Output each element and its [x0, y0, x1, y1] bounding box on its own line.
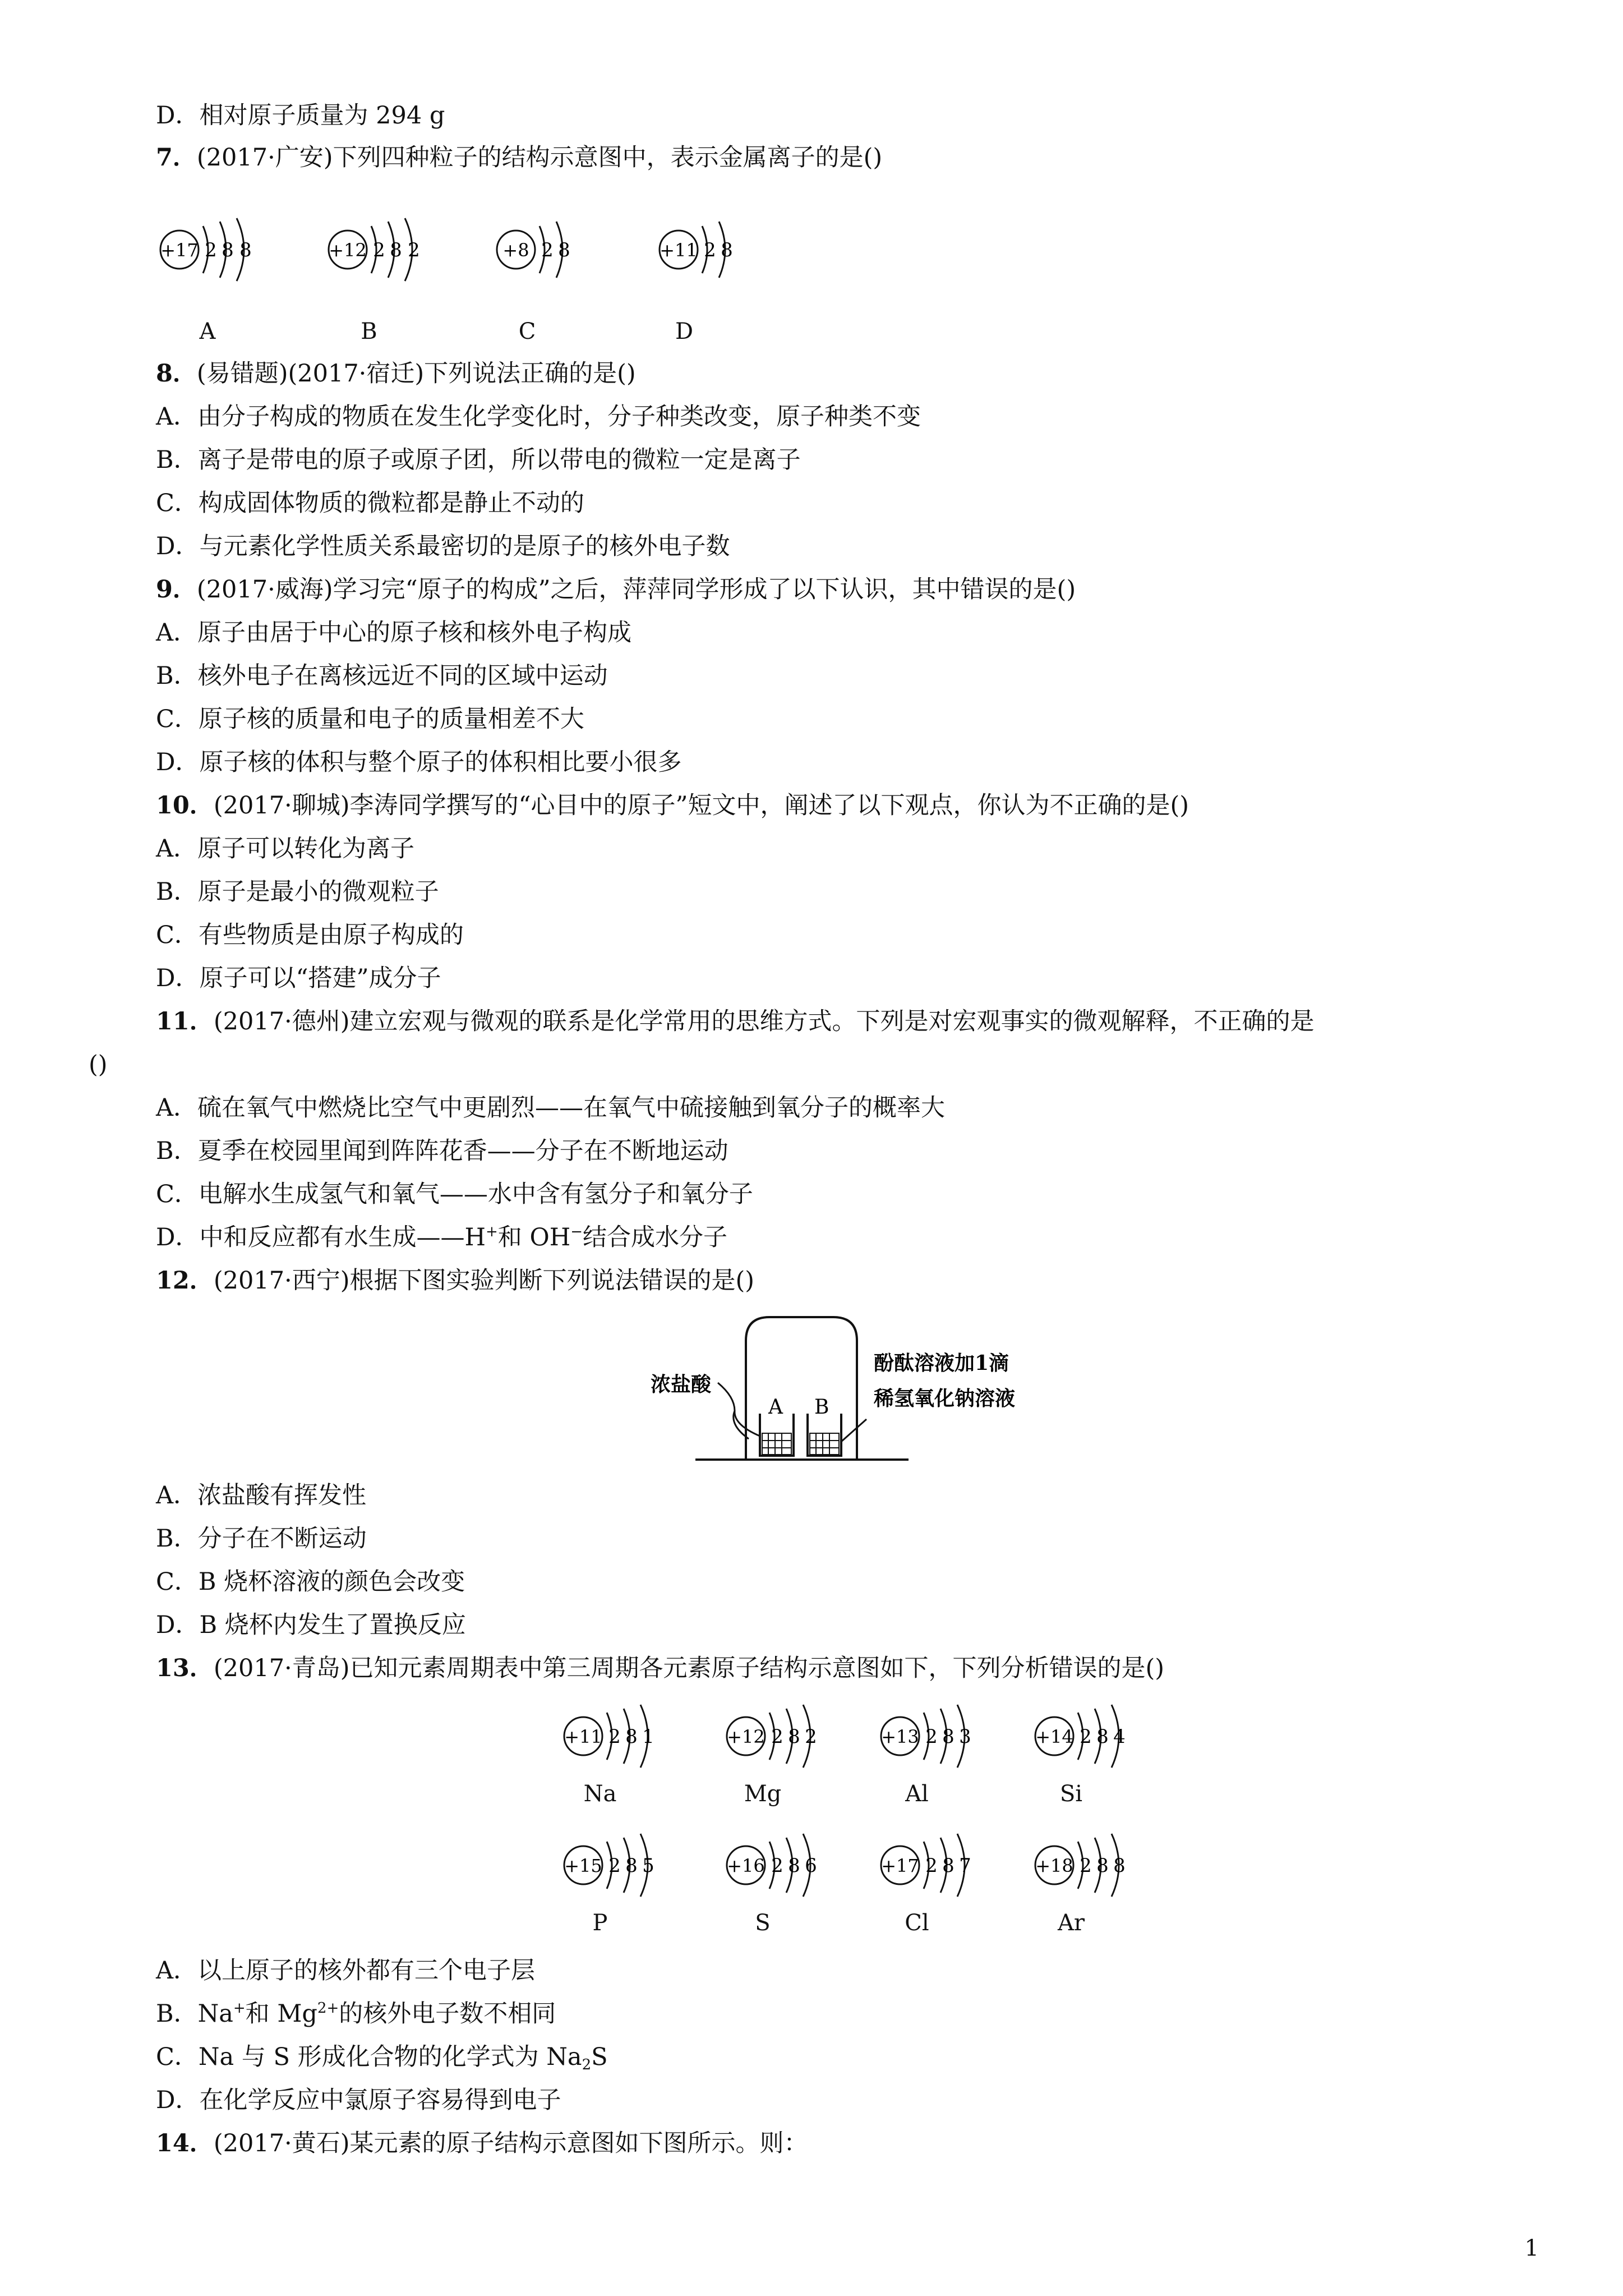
nucleus-charge: +17: [881, 1855, 919, 1876]
experiment-apparatus: [651, 1307, 1043, 1464]
shell-count: 8: [558, 239, 570, 261]
atom-shells-c: [494, 216, 594, 283]
nucleus-charge: +15: [564, 1855, 602, 1876]
element-symbol-label: P: [592, 1910, 608, 1936]
atom-diagram-a: [157, 216, 269, 286]
element-symbol-label: Na: [583, 1781, 617, 1807]
question-number: 7．: [156, 144, 197, 172]
diagram-label-c: C: [518, 319, 536, 344]
shell-count: 8: [625, 1726, 638, 1748]
shell-count: 8: [1113, 1855, 1126, 1877]
atom-shells-a: [157, 216, 269, 283]
atom-diagram-si: [1032, 1703, 1155, 1772]
q13-option-d: D．在化学反应中氯原子容易得到电子: [156, 2086, 561, 2114]
element-symbol-label: Si: [1059, 1781, 1083, 1807]
shell-count: 8: [788, 1855, 800, 1877]
q10-stem: 10．(2017·聊城)李涛同学撰写的“心目中的原子”短文中，阐述了以下观点，你认为不正确的是(): [156, 792, 1189, 820]
shell-count: 8: [222, 239, 234, 261]
shell-count: 8: [239, 239, 252, 261]
nucleus-charge: +13: [881, 1726, 919, 1747]
nucleus-charge: +17: [160, 240, 199, 261]
q8-option-a: A．由分子构成的物质在发生化学变化时，分子种类改变，原子种类不变: [156, 403, 921, 431]
q12-option-b: B．分子在不断运动: [156, 1525, 367, 1553]
question-number: 11．: [156, 1007, 214, 1036]
q6-option-d: D．相对原子质量为 294 g: [156, 102, 445, 130]
hcl-label: 浓盐酸: [651, 1373, 712, 1396]
nucleus-charge: +16: [727, 1855, 765, 1876]
atom-shells-d: [656, 216, 757, 283]
shell-count: 2: [771, 1726, 783, 1748]
shell-count: 8: [625, 1855, 638, 1877]
q12-option-a: A．浓盐酸有挥发性: [156, 1481, 367, 1510]
atom-shells: [723, 1832, 847, 1899]
shell-count: 7: [959, 1855, 971, 1877]
atom-shells: [878, 1832, 1001, 1899]
shell-count: 2: [704, 239, 716, 261]
q10-option-d: D．原子可以“搭建”成分子: [156, 964, 441, 992]
shell-count: 8: [721, 239, 733, 261]
diagram-label-a: A: [199, 319, 216, 344]
beaker-a-label: A: [768, 1396, 783, 1419]
element-symbol-label: Mg: [744, 1781, 782, 1807]
question-number: 9．: [156, 576, 197, 604]
q8-stem: 8．(易错题)(2017·宿迁)下列说法正确的是(): [156, 360, 636, 388]
q8-option-c: C．构成固体物质的微粒都是静止不动的: [156, 489, 584, 517]
shell-count: 2: [1080, 1855, 1092, 1877]
atom-shells: [878, 1703, 1001, 1770]
atom-diagram-na: [561, 1703, 684, 1772]
atom-diagram-b: [325, 216, 437, 286]
diagram-label-d: D: [675, 319, 694, 344]
phenolphthalein-label: 酚酞溶液加1滴: [874, 1351, 1009, 1375]
q10-option-a: A．原子可以转化为离子: [156, 835, 415, 863]
shell-count: 5: [642, 1855, 654, 1877]
shell-count: 2: [1080, 1726, 1092, 1748]
q12-option-c: C．B 烧杯溶液的颜色会改变: [156, 1568, 465, 1596]
q9-option-a: A．原子由居于中心的原子核和核外电子构成: [156, 619, 632, 647]
element-symbol-label: Al: [905, 1781, 929, 1807]
q11-option-d: D．中和反应都有水生成——H+和 OH−结合成水分子: [156, 1223, 727, 1251]
q9-option-c: C．原子核的质量和电子的质量相差不大: [156, 705, 584, 733]
q11-stem-continued: (): [89, 1051, 108, 1079]
atom-diagram-ar: [1032, 1832, 1155, 1901]
q9-option-d: D．原子核的体积与整个原子的体积相比要小很多: [156, 748, 682, 776]
nucleus-charge: +11: [660, 240, 698, 261]
q9-option-b: B．核外电子在离核远近不同的区域中运动: [156, 662, 608, 690]
atom-shells-b: [325, 216, 437, 283]
shell-count: 8: [788, 1726, 800, 1748]
atom-diagram-p: [561, 1832, 684, 1901]
shell-count: 6: [805, 1855, 817, 1877]
q10-option-c: C．有些物质是由原子构成的: [156, 921, 464, 949]
atom-shells: [561, 1832, 684, 1899]
q12-stem: 12．(2017·西宁)根据下图实验判断下列说法错误的是(): [156, 1267, 755, 1295]
q14-stem: 14．(2017·黄石)某元素的原子结构示意图如下图所示。则：: [156, 2129, 808, 2157]
atom-shells: [723, 1703, 847, 1770]
q7-stem: 7．(2017·广安)下列四种粒子的结构示意图中，表示金属离子的是(): [156, 144, 883, 172]
q11-option-a: A．硫在氧气中燃烧比空气中更剧烈——在氧气中硫接触到氧分子的概率大: [156, 1094, 946, 1122]
nucleus-charge: +8: [502, 240, 529, 261]
element-symbol-label: S: [755, 1910, 771, 1936]
q12-option-d: D．B 烧杯内发生了置换反应: [156, 1611, 466, 1639]
beaker-b-label: B: [814, 1396, 829, 1419]
atom-diagram-s: [723, 1832, 847, 1901]
atom-diagram-c: [494, 216, 594, 286]
shell-count: 2: [925, 1855, 938, 1877]
question-number: 12．: [156, 1267, 214, 1295]
nucleus-charge: +12: [727, 1726, 765, 1747]
page-number: 1: [1524, 2235, 1539, 2261]
shell-count: 8: [1096, 1855, 1109, 1877]
atom-diagram-mg: [723, 1703, 847, 1772]
atom-shells: [1032, 1703, 1155, 1770]
nucleus-charge: +11: [564, 1726, 602, 1747]
q13-option-c: C．Na 与 S 形成化合物的化学式为 $Na_2S$: [156, 2043, 608, 2073]
atom-diagram-al: [878, 1703, 1001, 1772]
shell-count: 2: [541, 239, 554, 261]
shell-count: 8: [942, 1726, 955, 1748]
question-number: 13．: [156, 1654, 214, 1682]
nucleus-charge: +18: [1035, 1855, 1073, 1876]
atom-diagram-cl: [878, 1832, 1001, 1901]
shell-count: 2: [608, 1726, 621, 1748]
shell-count: 2: [771, 1855, 783, 1877]
shell-count: 8: [390, 239, 402, 261]
q11-option-c: C．电解水生成氢气和氧气——水中含有氢分子和氧分子: [156, 1180, 753, 1208]
element-symbol-label: Cl: [905, 1910, 929, 1936]
q13-option-b: B．Na+和 $Mg^{2+}$的核外电子数不相同: [156, 2000, 556, 2028]
q9-stem: 9．(2017·威海)学习完“原子的构成”之后，萍萍同学形成了以下认识，其中错误的是(): [156, 576, 1076, 604]
q11-stem: 11．(2017·德州)建立宏观与微观的联系是化学常用的思维方式。下列是对宏观事实的微观解释，不正确的是: [156, 1007, 1315, 1036]
question-number: 14．: [156, 2129, 214, 2157]
shell-count: 2: [608, 1855, 621, 1877]
q13-stem: 13．(2017·青岛)已知元素周期表中第三周期各元素原子结构示意图如下，下列分析错误的是(): [156, 1654, 1165, 1682]
atom-shells: [1032, 1832, 1155, 1899]
q13-option-a: A．以上原子的核外都有三个电子层: [156, 1957, 536, 1985]
q11-option-b: B．夏季在校园里闻到阵阵花香——分子在不断地运动: [156, 1137, 728, 1165]
shell-count: 1: [642, 1726, 654, 1748]
shell-count: 8: [942, 1855, 955, 1877]
shell-count: 2: [805, 1726, 817, 1748]
shell-count: 2: [408, 239, 420, 261]
q8-option-b: B．离子是带电的原子或原子团，所以带电的微粒一定是离子: [156, 446, 801, 474]
nucleus-charge: +12: [329, 240, 367, 261]
shell-count: 2: [925, 1726, 938, 1748]
q12-experiment-figure: [651, 1307, 1043, 1464]
shell-count: 4: [1113, 1726, 1126, 1748]
shell-count: 3: [959, 1726, 971, 1748]
q10-option-b: B．原子是最小的微观粒子: [156, 878, 439, 906]
question-number: 10．: [156, 792, 214, 820]
element-symbol-label: Ar: [1057, 1910, 1085, 1936]
question-number: 8．: [156, 360, 197, 388]
atom-shells: [561, 1703, 684, 1770]
shell-count: 2: [373, 239, 385, 261]
diagram-label-b: B: [361, 319, 377, 344]
naoh-label: 稀氢氧化钠溶液: [874, 1387, 1016, 1410]
q8-option-d: D．与元素化学性质关系最密切的是原子的核外电子数: [156, 532, 730, 560]
atom-diagram-d: [656, 216, 757, 286]
shell-count: 2: [205, 239, 217, 261]
shell-count: 8: [1096, 1726, 1109, 1748]
nucleus-charge: +14: [1035, 1726, 1073, 1747]
